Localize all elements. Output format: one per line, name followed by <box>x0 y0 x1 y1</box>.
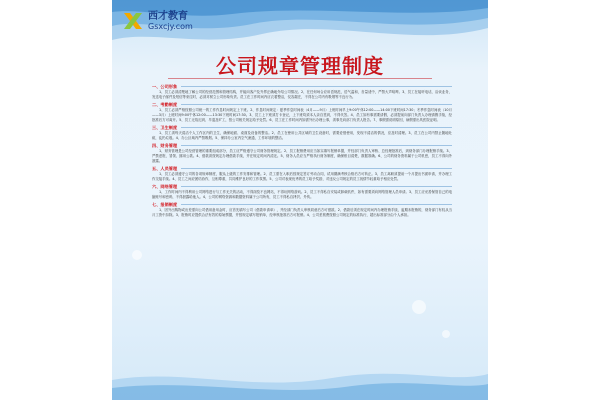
section-title: 二、考勤制度 <box>152 101 178 107</box>
section-reimbursement <box>152 201 452 218</box>
section-rule <box>181 186 452 187</box>
section-rule <box>181 168 452 169</box>
section-rule <box>181 104 452 105</box>
section-text: 1、员工须每天清洁个人工作区内的卫生，确保地面、桌面及设备的整洁。2、员工在使用公共区域的卫生设备时，需要爱惜使用，发现不清洁的情况，应及时清理。3、员工在公司内禁止随地吐痰，乱扔垃圾。4、办公区域内严禁吸烟。5、保持办公室内空气流通，工作环境的整洁。 <box>152 131 452 140</box>
bottom-wave-decoration <box>112 364 488 400</box>
section-text: 1、因外出购物或出差需向公司借用备用金时，应首先填写公司《借款申请单》，并经部门负责人审核同意后方可借款。2、借款后须在规定时间内办理报销手续，逾期未报销的，财务部门有权从当月工资中扣除。3、报销时应提供合法有效的原始票据，并按规定填写报销单，经审核批准后方可报销。4、公司差旅费按照公司规定的标准执行，超出标准部分由个人承担。 <box>152 208 452 217</box>
section-text: 1、员工必须遵守公司的各项规章制度，服从上级的工作安排和管理。2、员工需在入职后按规定签订劳动合同，试用期满考核合格后方可转正。3、员工离职须提前一个月提出书面申请，并办理工作交接手续。4、员工之间应团结协作，互相尊重，共同维护良好的工作氛围。5、公司对表现优秀的员工给予奖励，对违反公司规定的员工视情节轻重给予相应处罚。 <box>152 172 452 181</box>
section-title: 一、公司形象 <box>152 83 178 89</box>
section-attendance <box>152 101 452 123</box>
rules-content <box>152 82 452 219</box>
bubble-decoration <box>132 250 142 260</box>
section-rule <box>181 127 452 128</box>
section-text: 1、财务管理是公司经营管理的重要组成部分，员工应严格遵守公司财务管理规定。2、员工报销费用应当如实填写报销单据，并经部门负责人审核、总经理批准后，到财务部门办理报销手续。3、严禁虚报、冒领、挪用公款。4、借款须按规定办理借款手续，并在规定时间内清还。5、财务人员应当严格执行财务制度，确保账目清楚，数据准确。6、公司的财务资料属于公司机密，员工不得向外泄露。 <box>152 149 452 163</box>
page-title: 公司规章管理制度 <box>216 54 384 78</box>
section-title: 五、人员管理 <box>152 165 178 171</box>
section-text: 1、员工必须严格按照公司统一的工作作息时间规定上下班。2、作息时间规定：夏季作息时间表（4月——9月）上班时间早上9:00午休12:00——14:00下班时间17:30；冬季作息时间表（10月——3月）上班时间9:00午休12:00——13:30下班时间17:30。3、员工上下班须打卡登记，上下班均须本人亲自签到，不得代签。4、员工如有事需要请假，必须提前向部门负责人办理请假手续，经批准后方可离开。5、员工无故迟到、早退及旷工，按公司相关规定给予处罚。6、员工在工作时间内如需外出办理公事，须事先向部门负责人报告。7、事假需说明原因，病假需出具医院证明。 <box>152 108 452 122</box>
bubble-decoration <box>442 330 450 338</box>
section-title: 六、网络管理 <box>152 183 178 189</box>
logo-name: 西才教育 <box>148 11 188 22</box>
section-network <box>152 183 452 200</box>
logo-url: Gsxcjy.com <box>148 22 193 31</box>
section-finance <box>152 142 452 164</box>
section-text: 1、员工必须清楚地了解公司的经营范围和管理结构，并能向客户及外界正确地介绍公司情况。2、在任何场合应用语规范，语气温和，音量适中，严禁大声喧哗。3、员工在接听电话，洽谈业务，发送电子邮件及短信等来往时，必须对树立公司形象负责。员工在工作时间内应衣着整洁，仪容端庄，不得在公司内有吸烟等不良行为。 <box>152 90 452 99</box>
section-title: 三、卫生制度 <box>152 124 178 130</box>
bubble-decoration <box>412 300 426 314</box>
section-rule <box>181 86 452 87</box>
section-hygiene <box>152 124 452 141</box>
section-title: 四、财务管理 <box>152 142 178 148</box>
section-text: 1、工作时间内不得利用公司网络进行与工作无关的活动，不得浏览不良网站，不得玩网络游戏。2、员工不得私自安装或卸载软件，如有需要须向网络管理人员申请。3、员工应妥善保管自己的电脑账号和密码，不得泄露给他人。4、公司的网络资源和数据资料属于公司所有，员工不得私自拷贝、外传。 <box>152 190 452 199</box>
section-title: 七、报销制度 <box>152 201 178 207</box>
section-company-image <box>152 83 452 100</box>
section-rule <box>181 204 452 205</box>
logo-x-icon <box>122 10 144 32</box>
section-rule <box>181 145 452 146</box>
section-personnel <box>152 165 452 182</box>
company-logo <box>122 10 193 32</box>
poster <box>112 0 488 400</box>
title-divider <box>168 78 432 79</box>
